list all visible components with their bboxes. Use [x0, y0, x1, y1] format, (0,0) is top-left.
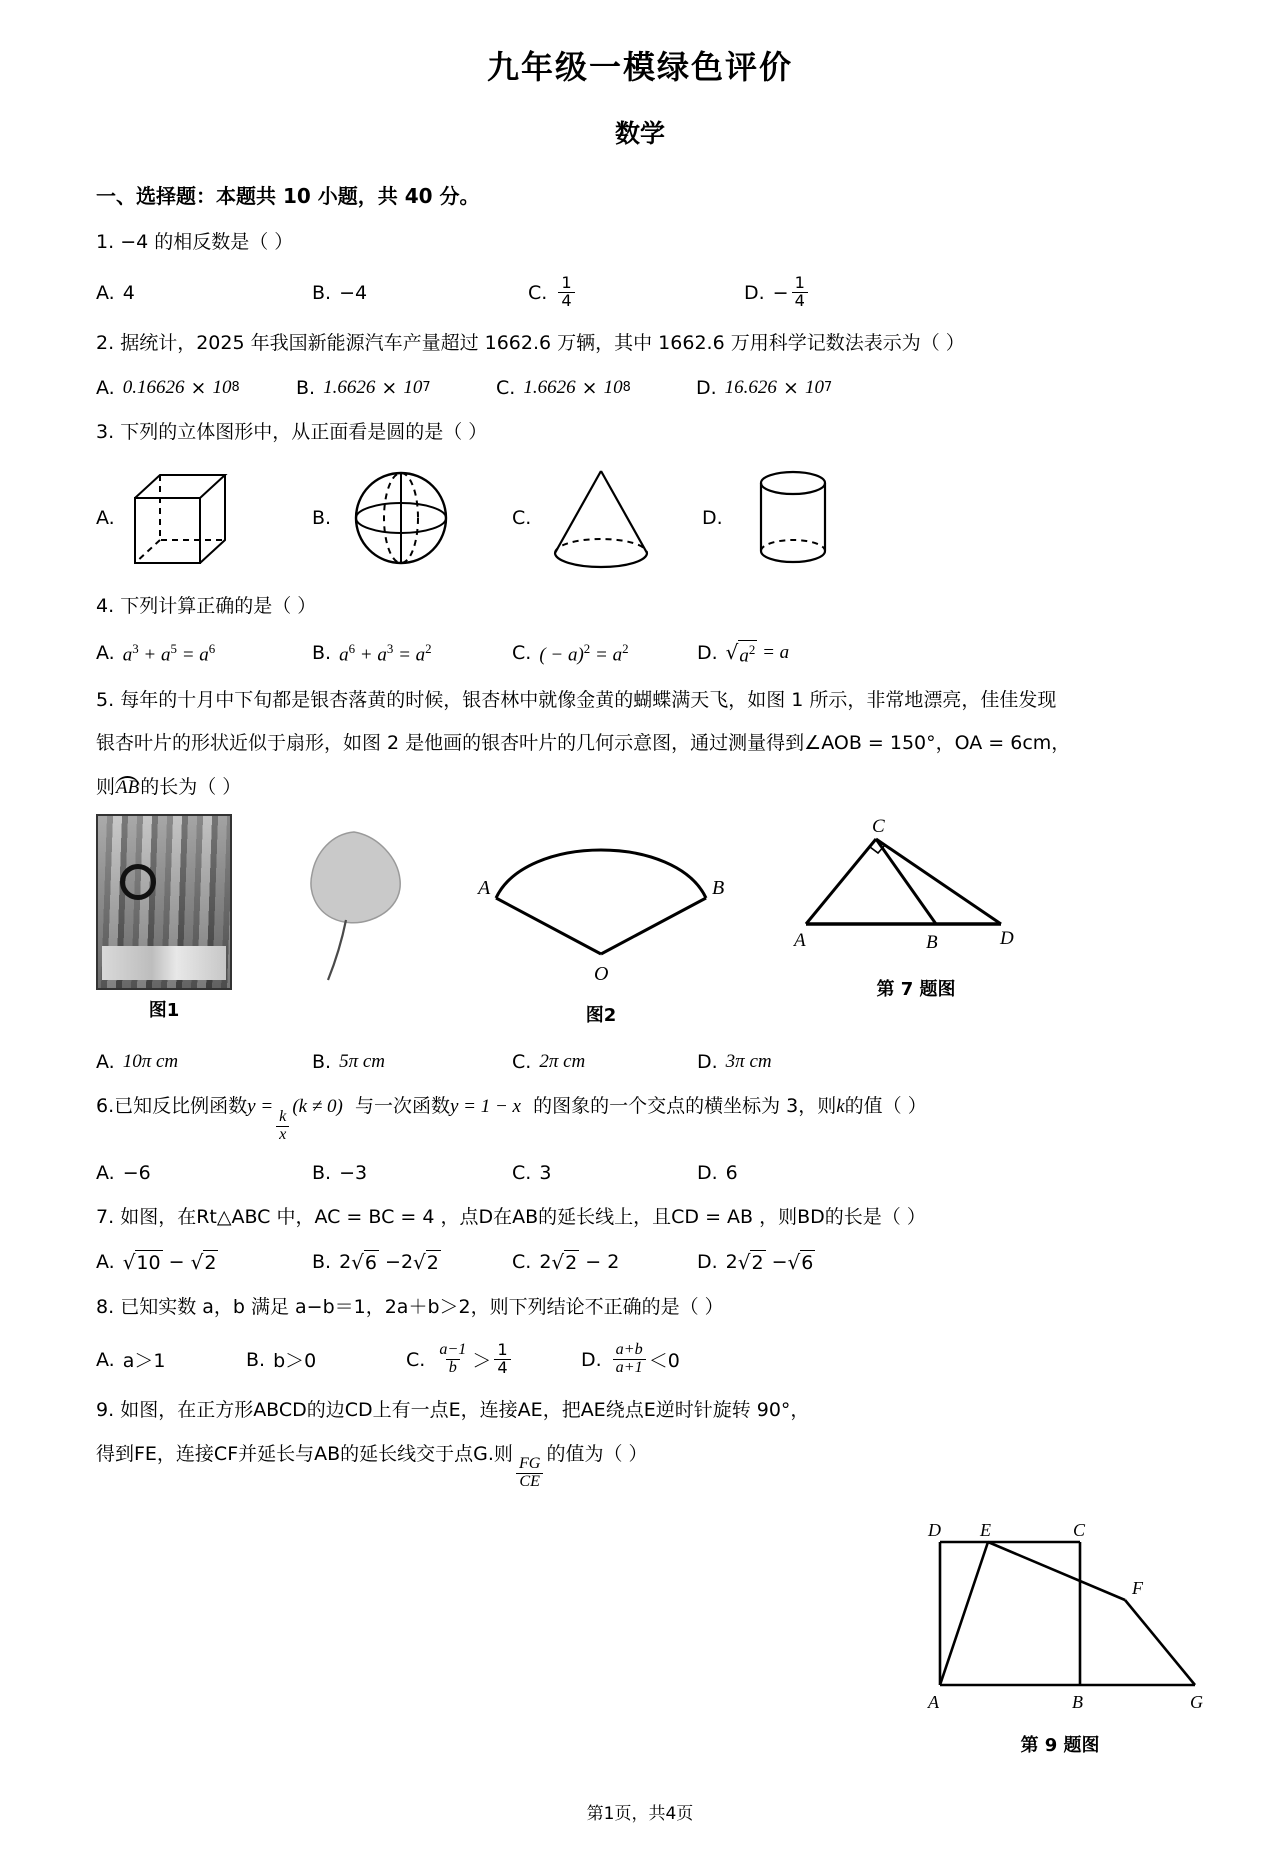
option-2-b[interactable]: B. 1.6626 × 10 7 — [296, 376, 431, 399]
option-1-d[interactable]: D. − $\frac{1}{4}$ — [744, 275, 960, 310]
question-7-number: 7. — [96, 1205, 115, 1228]
label-O: O — [594, 963, 609, 986]
question-4-text — [96, 592, 1184, 621]
label-B: B — [926, 932, 938, 954]
triangle-diagram-q7 — [786, 814, 1046, 964]
arc-ab-label: AB — [116, 776, 140, 798]
question-2-text — [96, 329, 1184, 358]
option-8-b[interactable]: B. b＞0 — [246, 1348, 317, 1373]
fig2-caption: 图2 — [585, 1005, 617, 1027]
option-8-d[interactable]: D. $\frac{a+b}{a+1}$ ＜0 — [581, 1341, 680, 1377]
sector-diagram — [456, 814, 746, 990]
option-1-c[interactable]: C. $\frac{1}{4}$ — [528, 275, 744, 310]
question-5-line2: 银杏叶片的形状近似于扇形，如图 2 是他画的银杏叶片的几何示意图，通过测量得到∠AOB = 150°，OA = 6cm， — [96, 732, 1071, 755]
question-2-number: 2. — [96, 332, 115, 355]
fraction-a-plus-b-over-a-plus-1: $\frac{a+b}{a+1}$ — [613, 1342, 646, 1377]
question-5-line3: 则AB的长为（ ） — [96, 775, 242, 798]
question-8-number: 8. — [96, 1296, 115, 1319]
question-4-number: 4. — [96, 595, 115, 618]
section-heading: 一、选择题：本题共 10 小题，共 40 分。 — [96, 184, 480, 208]
fig7-block — [786, 814, 1086, 1001]
fig1-caption: 图1 — [148, 1000, 180, 1022]
fraction-fg-over-ce: $\frac{FG}{CE}$ — [516, 1456, 544, 1491]
fig9-caption: 第 9 题图 — [1020, 1735, 1100, 1756]
option-3-d[interactable]: D. — [702, 463, 882, 573]
question-6-number: 6. — [96, 1095, 115, 1118]
label-D: D — [928, 1520, 941, 1540]
label-G: G — [1190, 1692, 1203, 1712]
cylinder-icon — [733, 463, 853, 573]
fraction-neg-one-quarter: $\frac{1}{4}$ — [792, 275, 808, 310]
question-8-text — [96, 1293, 1184, 1322]
label-D: D — [1000, 928, 1014, 950]
option-2-c[interactable]: C. 1.6626 × 10 8 — [496, 376, 631, 399]
label-E: E — [980, 1520, 991, 1540]
page-footer: 第1页，共4页 — [586, 1804, 694, 1824]
expr-4-d: √ $a^2$ — [725, 639, 756, 666]
label-B: B — [1072, 1692, 1083, 1712]
question-6-text: 6.已知反比例函数y = $\frac{k}{x}$ (k ≠ 0) 与一次函数y = 1 − x 的图象的一个交点的横坐标为 3，则k的值（ ） — [96, 1095, 927, 1143]
question-2-options — [96, 377, 1184, 399]
option-5-b[interactable]: B. 5π cm — [312, 1051, 386, 1074]
option-5-a[interactable]: A. 10π cm — [96, 1051, 179, 1074]
question-9-text — [96, 1396, 1184, 1425]
question-8-body: 已知实数 a，b 满足 a−b＝1，2a＋b＞2，则下列结论不正确的是（ ） — [120, 1296, 724, 1319]
question-5-line1: 每年的十月中下旬都是银杏落黄的时候，银杏林中就像金黄的蝴蝶满天飞，如图 1 所示，非常地漂亮，佳佳发现 — [120, 688, 1057, 711]
question-7-body: 如图，在Rt△ABC 中，AC = BC = 4 ，点D在AB的延长线上，且CD = AB ，则BD的长是（ ） — [120, 1205, 926, 1228]
ginkgo-forest-photo — [96, 814, 232, 990]
option-8-c[interactable]: C. $\frac{a-1}{b}$ ＞ $\frac{1}{4}$ — [406, 1342, 581, 1377]
expr-4-c: ( − $a)^2 = a^2$ — [539, 640, 629, 665]
option-7-d[interactable]: D. 2 √ 2 − √ 6 — [697, 1250, 814, 1275]
question-7-options — [96, 1250, 1184, 1274]
fig9-block — [910, 1520, 1210, 1757]
question-5-figures — [96, 814, 1184, 1027]
label-A: A — [794, 930, 806, 952]
option-6-c[interactable]: C. 3 — [512, 1161, 552, 1184]
question-3-text — [96, 418, 1184, 447]
question-3-shape-options — [96, 463, 1184, 573]
cube-icon — [125, 463, 245, 573]
question-4-body: 下列计算正确的是（ ） — [120, 595, 317, 618]
option-5-c[interactable]: C. 2π cm — [512, 1051, 586, 1074]
label-C: C — [872, 816, 885, 838]
expr-4-b: $a^6 + a^3 = a^2$ — [339, 640, 432, 665]
question-2-body: 据统计，2025 年我国新能源汽车产量超过 1662.6 万辆，其中 1662.6 万用科学记数法表示为（ ） — [120, 332, 965, 355]
fig7-caption: 第 7 题图 — [876, 979, 956, 1001]
option-6-b[interactable]: B. −3 — [312, 1161, 368, 1184]
question-1-options — [96, 275, 1184, 310]
ginkgo-leaf-block — [266, 814, 456, 995]
option-1-a[interactable]: A. 4 — [96, 281, 135, 304]
question-9-line1: 如图，在正方形ABCD的边CD上有一点E，连接AE，把AE绕点E逆时针旋转 90°， — [120, 1399, 810, 1422]
fraction-one-quarter-q8: $\frac{1}{4}$ — [494, 1342, 510, 1377]
label-B: B — [712, 877, 725, 900]
question-5-options — [96, 1051, 1184, 1073]
option-3-c[interactable]: C. — [512, 463, 702, 573]
option-2-a[interactable]: A. 0.16626 × 10 8 — [96, 376, 240, 399]
label-C: C — [1073, 1520, 1086, 1540]
option-8-a[interactable]: A. a＞1 — [96, 1348, 166, 1373]
question-1-number: 1. — [96, 231, 115, 253]
fraction-one-quarter: $\frac{1}{4}$ — [558, 275, 574, 310]
label-A: A — [928, 1692, 939, 1712]
question-6-options — [96, 1162, 1184, 1184]
question-7-text — [96, 1203, 1184, 1232]
question-3-body: 下列的立体图形中，从正面看是圆的是（ ） — [120, 420, 488, 443]
square-rotation-diagram-q9 — [910, 1520, 1210, 1720]
question-5-text — [96, 686, 1184, 715]
expr-4-a: $a^3 + a^5 = a^6$ — [122, 640, 216, 665]
option-3-b[interactable]: B. — [312, 463, 512, 573]
question-9-line2: 得到FE，连接CF并延长与AB的延长线交于点G.则 $\frac{FG}{CE}$ 的值为（ ） — [96, 1442, 648, 1491]
option-4-a[interactable]: A. $a^3 + a^5 = a^6$ — [96, 640, 216, 665]
question-1-body: −4 的相反数是（ ） — [120, 231, 294, 253]
question-9-number: 9. — [96, 1399, 115, 1422]
option-6-d[interactable]: D. 6 — [697, 1161, 738, 1184]
option-7-a[interactable]: A. √ 10 − √ 2 — [96, 1250, 217, 1275]
option-4-c[interactable]: C. ( − $a)^2 = a^2$ — [512, 640, 629, 665]
option-7-b[interactable]: B. 2 √ 6 −2 √ 2 — [312, 1250, 439, 1275]
sphere-icon — [341, 463, 461, 573]
option-3-a[interactable]: A. — [96, 463, 312, 573]
fraction-a-minus-1-over-b: $\frac{a-1}{b}$ — [439, 1341, 467, 1377]
option-6-a[interactable]: A. −6 — [96, 1161, 151, 1184]
label-A: A — [478, 877, 491, 900]
option-5-d[interactable]: D. 3π cm — [697, 1051, 772, 1074]
question-4-options — [96, 640, 1184, 667]
question-1-text — [96, 228, 1184, 257]
option-1-b[interactable]: B. −4 — [312, 281, 368, 304]
label-F: F — [1132, 1578, 1143, 1598]
exam-page — [0, 42, 1280, 1852]
option-2-d[interactable]: D. 16.626 × 10 7 — [696, 376, 833, 399]
option-4-b[interactable]: B. $a^6 + a^3 = a^2$ — [312, 640, 432, 665]
page-title: 九年级一模绿色评价 — [486, 48, 793, 86]
question-3-number: 3. — [96, 420, 115, 443]
option-7-c[interactable]: C. 2 √ 2 − 2 — [512, 1250, 620, 1275]
ginkgo-leaf-icon — [266, 814, 436, 990]
subject-title: 数学 — [614, 119, 665, 148]
question-8-options — [96, 1342, 1184, 1377]
cone-icon — [541, 463, 661, 573]
option-4-d[interactable]: D. √ $a^2$ = a — [697, 639, 790, 666]
question-5-number: 5. — [96, 688, 115, 711]
fig1-block — [96, 814, 266, 1022]
fraction-k-over-x: $\frac{k}{x}$ — [276, 1109, 289, 1144]
fig2-block — [456, 814, 756, 1027]
